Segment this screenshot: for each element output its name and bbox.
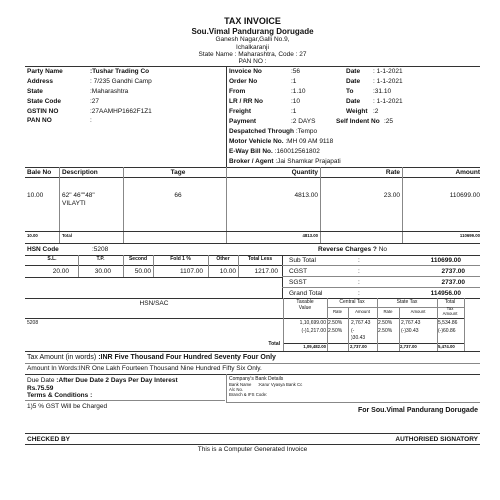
col-rate: Rate (385, 169, 400, 176)
rule-terms (25, 400, 225, 401)
reverse-charges (318, 246, 387, 253)
tax-central-header: Central Tax (339, 299, 365, 305)
despatched-label: Despatched Through (229, 128, 295, 135)
rule-disc-v5 (238, 255, 239, 277)
rule-for-top (226, 402, 480, 403)
item-bale-no: 10.00 (27, 192, 44, 199)
party-pan-value: : (90, 117, 92, 124)
seller-address-line2: Ichalkaranji (236, 44, 269, 51)
tax-total-header: Total (444, 299, 456, 305)
tax-hsn-header: HSN/SAC (139, 300, 169, 307)
reverse-charges-label: Reverse Charges ? (318, 246, 377, 253)
col-tage: Tage (170, 169, 186, 176)
col-quantity: Quantity (291, 169, 318, 176)
bank-name-value: :Karur Vyasya Bank Cc (258, 382, 303, 387)
authorised-signatory: AUTHORISED SIGNATORY (395, 436, 478, 443)
item-quantity: 4813.00 (294, 192, 318, 199)
cgst-colon: : (358, 268, 360, 275)
rule-sgst (282, 287, 480, 288)
to-value: :31.10 (373, 88, 392, 95)
due-date-row (27, 377, 178, 384)
rule-tax-v7 (464, 298, 465, 351)
tax-c-amount-header: Amount (355, 309, 370, 314)
tax-row-c-rate-1: 2.50% (328, 320, 343, 326)
party-name-value: :Tushar Trading Co (90, 68, 150, 75)
tax-taxable-header-line1: Taxable (296, 299, 314, 305)
tax-t-amount-header-line1: Tax (446, 306, 454, 311)
amount-in-words: Amount In Words:INR One Lakh Fourteen Thousand Nine Hundred Fifty Six Only. (27, 365, 262, 372)
party-state-code-label: State Code (27, 98, 61, 105)
due-date-value: :After Due Date 2 Days Per Day Interest (56, 377, 178, 384)
disc-tp: 30.00 (94, 268, 111, 275)
invoice-no-value: :56 (291, 68, 301, 75)
sub-total-label: Sub Total (289, 257, 316, 264)
rule-items-bottom (25, 243, 480, 244)
rule-items-total-top (25, 231, 480, 232)
disc-head-fold: Fold 1 % (170, 256, 191, 262)
party-pan-label: PAN NO (27, 117, 52, 124)
party-address-label: Address (27, 78, 54, 85)
party-gstin-label: GSTIN NO (27, 108, 59, 115)
disc-head-second: Second (128, 256, 148, 262)
party-state-value: :Maharashtra (90, 88, 129, 95)
tax-s-amount-header: Amount (410, 309, 426, 314)
seller-address-line1: Ganesh Nagar,Galli No.9, (215, 36, 290, 43)
grand-total-label: Grand Total (289, 290, 323, 297)
rule-header-bottom (25, 66, 480, 67)
checked-by: CHECKED BY (27, 436, 70, 443)
sub-total-value: 110699.00 (430, 257, 461, 264)
party-gstin-value: :27AAMHP1662F1Z1 (90, 108, 152, 115)
cgst-label: CGST (289, 268, 308, 275)
rule-cgst (282, 276, 480, 277)
rule-disc-right (282, 255, 283, 299)
rule-tax-v4 (377, 298, 378, 351)
date3-label: Date (346, 98, 361, 105)
eway-label: E-Way Bill No. (229, 148, 273, 155)
tax-row-c-amt-3: )30.43 (351, 335, 366, 341)
lr-label: LR / RR No (229, 98, 263, 105)
tax-c-rate-header: Rate (332, 309, 343, 314)
gst-note: 1)5 % GST Will be Charged (27, 403, 108, 410)
tax-total-label: Total (268, 341, 280, 347)
eway-value: :160012561802 (274, 148, 320, 155)
tax-row-taxable-1: 1,10,699.00 (299, 320, 326, 326)
invoice-no-label: Invoice No (229, 68, 262, 75)
self-indent-label: Self Indent No (336, 118, 380, 125)
tax-total-taxable: 1,09,482.00 (303, 344, 326, 349)
rule-disc-bottom (25, 277, 282, 278)
date1-value: : 1-1-2021 (373, 68, 403, 75)
tax-in-words-label: Tax Amount (in words) (27, 354, 97, 361)
col-amount: Amount (455, 169, 480, 176)
sgst-colon: : (358, 279, 360, 286)
sgst-label: SGST (289, 279, 307, 286)
rule-items-header (25, 177, 480, 178)
tax-row-taxable-2: (-)1,217.00 (301, 328, 326, 334)
disc-head-other: Other (216, 256, 230, 262)
tax-row-hsn: 5208 (27, 320, 39, 326)
seller-name: Sou.Vimal Pandurang Dorugade (191, 27, 314, 36)
disc-head-tp: T.P. (96, 256, 105, 262)
grand-total-value: 114956.00 (430, 290, 461, 297)
rule-tax-v5 (399, 307, 400, 351)
item-tage: 66 (174, 192, 182, 199)
disc-head-sl: S.L. (47, 256, 57, 262)
rule-footer-divider (226, 374, 227, 402)
tax-row-s-amt-1: 2,767.43 (401, 320, 421, 326)
rule-tax-v2 (327, 298, 328, 351)
rule-tax-v1 (283, 298, 284, 351)
terms-label: Terms & Conditions : (27, 392, 93, 399)
payment-value: :2 DAYS (291, 118, 316, 125)
item-amount: 110699.00 (449, 192, 480, 199)
disc-fold: 1107.00 (179, 268, 203, 275)
hsn-code-value: :5208 (92, 246, 109, 253)
account-no-label: A/c No. (229, 387, 244, 392)
rule-words-mid (25, 363, 480, 364)
rule-signature-top (25, 433, 480, 434)
order-no-label: Order No (229, 78, 258, 85)
tax-row-s-amt-2: (-)30.43 (401, 328, 419, 334)
disc-head-total-less: Total Less (247, 256, 273, 262)
tax-state-header: State Tax (396, 299, 418, 305)
party-address-value: : 7/235 Gandhi Camp (90, 78, 152, 85)
total-bale-no: 10.00 (27, 233, 38, 238)
payment-label: Payment (229, 118, 257, 125)
broker-value: :Jai Shamkar Prajapati (275, 158, 341, 165)
vehicle-label: Motor Vehicle No. (229, 138, 284, 145)
date2-value: : 1-1-2021 (373, 78, 403, 85)
party-state-label: State (27, 88, 43, 95)
rule-disc-v1 (78, 255, 79, 277)
computer-generated-note: This is a Computer Generated Invoice (197, 446, 308, 453)
sub-total-colon: : (358, 257, 360, 264)
tax-in-words-value: :INR Five Thousand Four Hundred Seventy Four Only (98, 354, 276, 361)
rule-disc-v3 (153, 255, 154, 277)
rule-items-top (25, 167, 480, 168)
rule-words-bottom (25, 374, 480, 375)
item-description-line1: 62" 46""48" (62, 192, 95, 199)
party-name-label: Party Name (27, 68, 63, 75)
tax-t-amount-header-line2: Amount (442, 311, 458, 316)
cgst-value: 2737.00 (441, 268, 465, 275)
item-description-line2: VILAYTI (62, 200, 86, 207)
despatched-row (229, 128, 317, 135)
tax-row-c-rate-2: 2.50% (328, 328, 343, 334)
vehicle-row (229, 138, 333, 145)
bank-title: Company's Bank Details (229, 376, 284, 382)
eway-row (229, 148, 320, 155)
weight-label: Weight (346, 108, 368, 115)
from-value: :1.10 (291, 88, 306, 95)
tax-total-c-amt: 2,737.00 (350, 344, 367, 349)
tax-row-s-rate-1: 2.50% (378, 320, 393, 326)
freight-label: Freight (229, 108, 252, 115)
freight-value: :1 (291, 108, 297, 115)
item-rate: 23.00 (383, 192, 400, 199)
date2-label: Date (346, 78, 361, 85)
rule-tax-v3 (348, 307, 349, 351)
vehicle-value: :MH 09 AM 9118 (285, 138, 334, 145)
tax-s-rate-header: Rate (383, 309, 393, 314)
weight-value: :2 (373, 108, 379, 115)
tax-total-t-amt: 5,474.00 (438, 344, 455, 349)
grand-total-colon: : (358, 290, 360, 297)
due-date-label: Due Date (27, 377, 55, 384)
to-label: To (346, 88, 354, 95)
party-state-code-value: :27 (90, 98, 100, 105)
seller-pan-line: PAN NO : (238, 58, 267, 65)
sgst-value: 2737.00 (441, 279, 465, 286)
col-bale-no: Bale No (27, 169, 52, 176)
tax-total-s-amt: 2,737.00 (400, 344, 417, 349)
tax-in-words (27, 354, 276, 362)
disc-second: 50.00 (134, 268, 151, 275)
rule-disc-v4 (208, 255, 209, 277)
broker-row (229, 158, 341, 165)
disc-sl: 20.00 (52, 268, 69, 275)
despatched-value: :Tempo (295, 128, 318, 135)
date1-label: Date (346, 68, 361, 75)
rule-signature-bottom (25, 444, 480, 445)
rule-disc-v2 (123, 255, 124, 277)
lr-value: :10 (291, 98, 301, 105)
self-indent-value: :25 (384, 118, 394, 125)
bank-name-label: Bank Name (229, 382, 252, 387)
col-description: Description (62, 169, 98, 176)
due-amount: Rs.75.59 (27, 385, 54, 392)
from-label: From (229, 88, 246, 95)
order-no-value: :1 (291, 78, 297, 85)
for-company-line: For Sou.Vimal Pandurang Dorugade (357, 407, 478, 414)
tax-row-t-amt-1: 5,534.86 (438, 320, 458, 326)
tax-row-s-rate-2: 2.50% (378, 328, 393, 334)
broker-label: Broker / Agent (229, 158, 274, 165)
reverse-charges-value: No (378, 246, 388, 253)
rule-party-divider (226, 66, 227, 168)
rule-tax-v6 (437, 298, 438, 351)
total-amount: 110699.00 (459, 233, 480, 238)
disc-other: 10.00 (219, 268, 236, 275)
date3-value: : 1-1-2021 (373, 98, 403, 105)
tax-row-c-amt-1: 2,767.43 (351, 320, 371, 326)
tax-row-t-amt-2: (-)60.86 (438, 328, 456, 334)
disc-total-less: 1217.00 (254, 268, 278, 275)
hsn-code-label: HSN Code (27, 246, 59, 253)
total-quantity: 4813.00 (302, 233, 318, 238)
seller-state-line: State Name : Maharashtra, Code : 27 (198, 51, 307, 58)
tax-taxable-header-line2: Value (298, 305, 312, 311)
branch-ifs-label: Branch & IFS Code: (229, 392, 268, 397)
invoice-title: TAX INVOICE (224, 16, 281, 26)
rule-tax-bottom (25, 351, 480, 352)
total-label: Total (62, 233, 72, 238)
rule-subtotal (282, 265, 480, 266)
tax-row-c-amt-2: (- (351, 328, 355, 334)
